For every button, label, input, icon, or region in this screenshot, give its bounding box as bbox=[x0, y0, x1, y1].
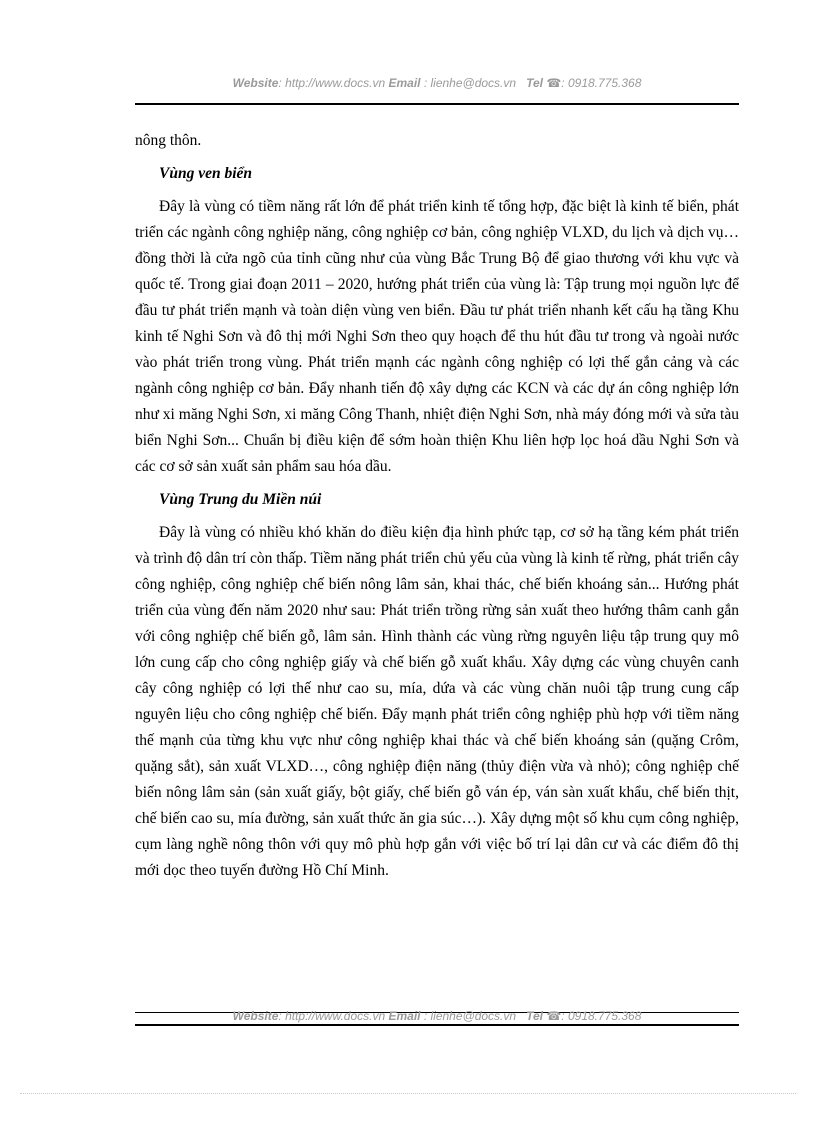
phone-icon: ☎ bbox=[546, 76, 562, 90]
footer-email-label: Email bbox=[388, 1009, 421, 1023]
document-body bbox=[135, 128, 739, 884]
header-website-value: : http://www.docs.vn bbox=[278, 76, 386, 90]
section-heading-midland: Vùng Trung du Miền núi bbox=[159, 491, 322, 508]
section-paragraph-coastal: Đây là vùng có tiềm năng rất lớn để phát triển kinh tế tổng hợp, đặc biệt là kinh tế biển, phát triển các ngành công nghiệp năng, công nghiệp cơ bản, công nghiệp VLXD, du lịch và dịch vụ… đồng thời là cửa ngõ của tỉnh cũng như của vùng Bắc Trung Bộ để giao thương với khu vực và quốc tế. Trong giai đoạn 2011 – 2020, hướng phát triển của vùng là: Tập trung mọi nguồn lực để đầu tư phát triển mạnh và toàn diện vùng ven biển. Đầu tư phát triển nhanh kết cấu hạ tầng Khu kinh tế Nghi Sơn và đô thị mới Nghi Sơn theo quy hoạch để thu hút đầu tư trong và ngoài nước vào phát triển trong vùng. Phát triển mạnh các ngành công nghiệp có lợi thế gắn cảng và các ngành công nghiệp cơ bản. Đẩy nhanh tiến độ xây dựng các KCN và các dự án công nghiệp lớn như xi măng Nghi Sơn, xi măng Công Thanh, nhiệt điện Nghi Sơn, nhà máy đóng mới và sửa tàu biển Nghi Sơn... Chuẩn bị điều kiện để sớm hoàn thiện Khu liên hợp lọc hoá dầu Nghi Sơn và các cơ sở sản xuất sản phẩm sau hóa dầu. bbox=[135, 198, 739, 475]
page-header bbox=[135, 76, 739, 90]
footer-tel-value: : 0918.775.368 bbox=[561, 1009, 642, 1023]
footer-website-label: Website bbox=[232, 1009, 279, 1023]
footer-divider-bottom bbox=[135, 1024, 739, 1026]
header-divider bbox=[135, 103, 739, 105]
header-email-value: : lienhe@docs.vn bbox=[420, 76, 517, 90]
page-edge-dotted-line bbox=[20, 1093, 796, 1094]
header-tel-value: : 0918.775.368 bbox=[561, 76, 642, 90]
page-footer bbox=[135, 1009, 739, 1023]
section-heading-coastal: Vùng ven biển bbox=[159, 165, 253, 182]
footer-tel-label: Tel bbox=[526, 1009, 543, 1023]
header-tel-label: Tel bbox=[526, 76, 543, 90]
phone-icon: ☎ bbox=[546, 1009, 562, 1023]
header-website-label: Website bbox=[232, 76, 279, 90]
header-email-label: Email bbox=[388, 76, 421, 90]
section-paragraph-midland: Đây là vùng có nhiều khó khăn do điều kiện địa hình phức tạp, cơ sở hạ tầng kém phát triển và trình độ dân trí còn thấp. Tiềm năng phát triển chủ yếu của vùng là kinh tế rừng, phát triển cây công nghiệp, công nghiệp chế biến nông lâm sản, khai thác, chế biến khoáng sản... Hướng phát triển của vùng đến năm 2020 như sau: Phát triển trồng rừng sản xuất theo hướng thâm canh gắn với công nghiệp chế biến gỗ, lâm sản. Hình thành các vùng rừng nguyên liệu tập trung quy mô lớn cung cấp cho công nghiệp giấy và chế biến gỗ xuất khẩu. Xây dựng các vùng chuyên canh cây công nghiệp có lợi thế như cao su, mía, dứa và các vùng chăn nuôi tập trung cung cấp nguyên liệu cho công nghiệp chế biến. Đẩy mạnh phát triển công nghiệp phù hợp với tiềm năng thế mạnh của từng khu vực như công nghiệp khai thác và chế biến khoáng sản (quặng Crôm, quặng sắt), sản xuất VLXD…, công nghiệp điện năng (thủy điện vừa và nhỏ); công nghiệp chế biến nông lâm sản (sản xuất giấy, bột giấy, chế biến gỗ ván ép, ván sàn xuất khẩu, chế biến thịt, chế biến cao su, mía đường, sản xuất thức ăn gia súc…). Xây dựng một số khu cụm công nghiệp, cụm làng nghề nông thôn với quy mô phù hợp gắn với việc bố trí lại dân cư và các điểm đô thị mới dọc theo tuyến đường Hồ Chí Minh. bbox=[135, 524, 739, 879]
footer-website-value: : http://www.docs.vn bbox=[278, 1009, 386, 1023]
footer-email-value: : lienhe@docs.vn bbox=[420, 1009, 517, 1023]
intro-line: nông thôn. bbox=[135, 132, 202, 149]
